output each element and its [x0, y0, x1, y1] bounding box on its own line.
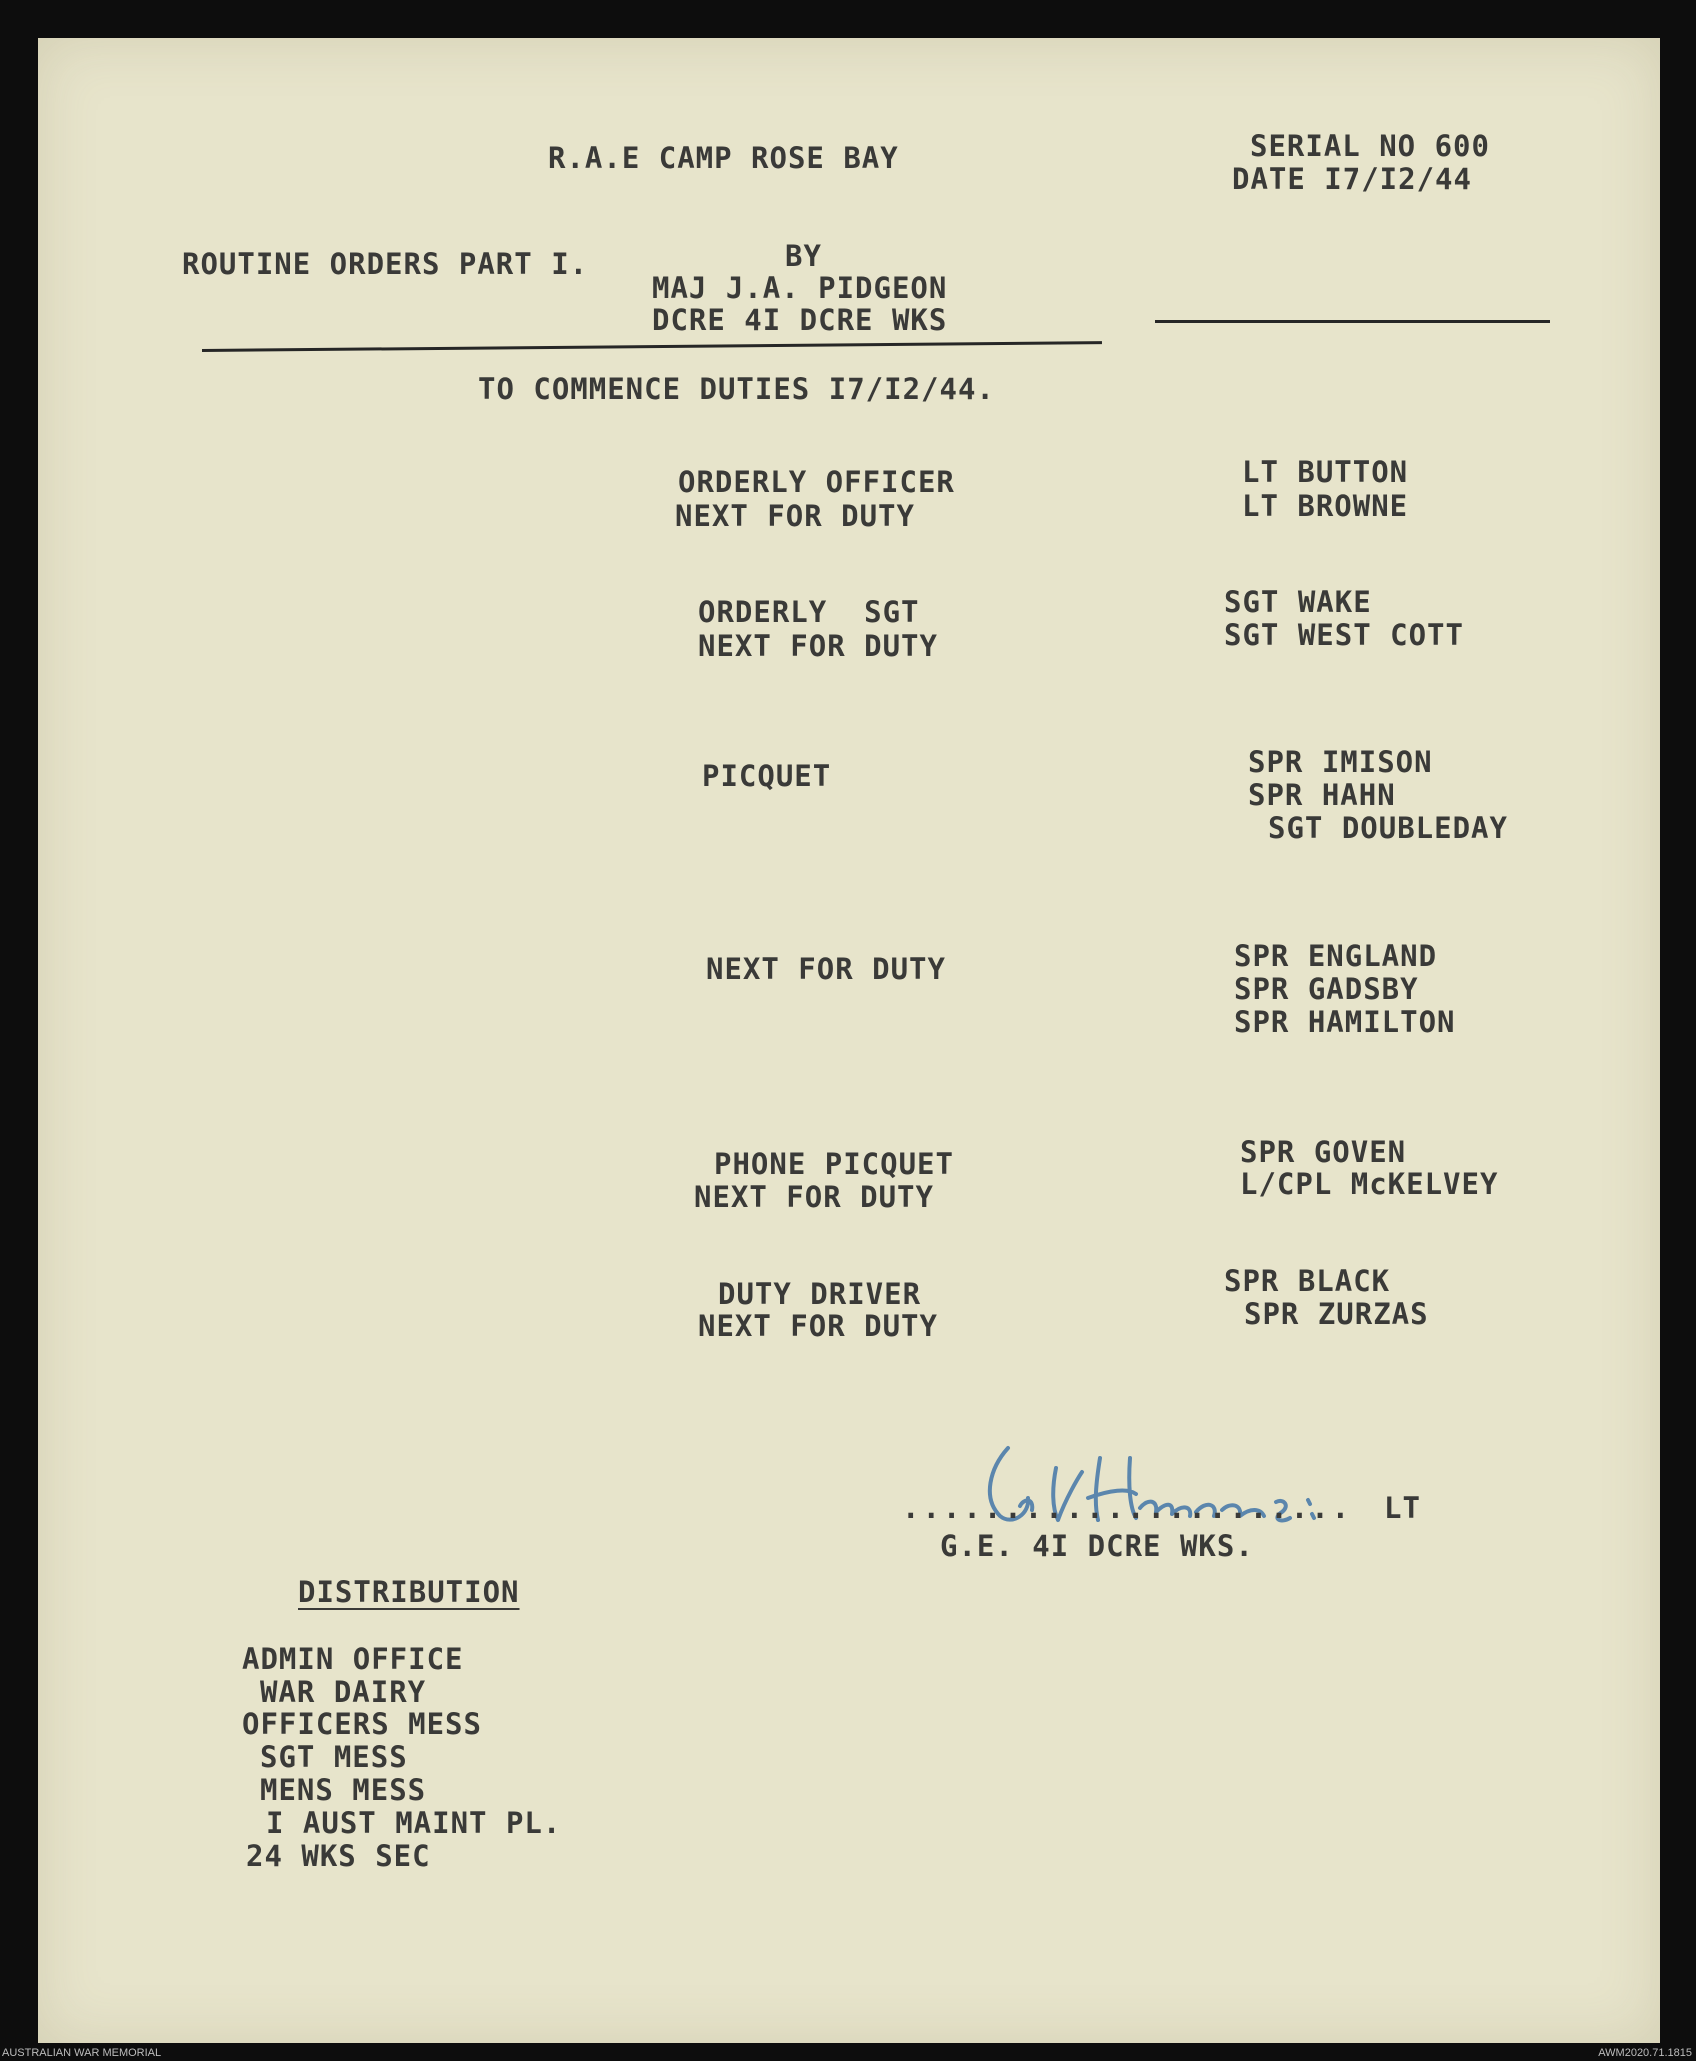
- signature-line: ......................: [902, 1491, 1353, 1525]
- duty-name: SGT WAKE: [1224, 585, 1372, 619]
- distribution-item: OFFICERS MESS: [242, 1707, 482, 1741]
- duty-name: L/CPL McKELVEY: [1240, 1167, 1499, 1201]
- duty-role: NEXT FOR DUTY: [694, 1180, 934, 1214]
- orders-title: ROUTINE ORDERS PART I.: [182, 247, 589, 281]
- distribution-item: ADMIN OFFICE: [242, 1642, 464, 1676]
- signature-unit: G.E. 4I DCRE WKS.: [940, 1529, 1254, 1563]
- duty-role: NEXT FOR DUTY: [698, 629, 938, 663]
- duty-name: SPR HAMILTON: [1234, 1005, 1456, 1039]
- duty-role: NEXT FOR DUTY: [698, 1309, 938, 1343]
- duty-name: SPR ENGLAND: [1234, 939, 1438, 973]
- duty-role: ORDERLY SGT: [698, 595, 920, 629]
- header-rule-right: [1155, 320, 1550, 323]
- distribution-title: DISTRIBUTION: [298, 1575, 520, 1609]
- distribution-item: MENS MESS: [260, 1773, 427, 1807]
- duty-role: NEXT FOR DUTY: [675, 499, 915, 533]
- duty-name: SGT DOUBLEDAY: [1268, 811, 1508, 845]
- archive-credit: AUSTRALIAN WAR MEMORIAL: [2, 2047, 162, 2059]
- camp-heading: R.A.E CAMP ROSE BAY: [548, 141, 899, 175]
- duty-name: SPR ZURZAS: [1244, 1297, 1429, 1331]
- duty-name: LT BROWNE: [1242, 489, 1409, 523]
- duty-role: DUTY DRIVER: [718, 1277, 922, 1311]
- distribution-item: WAR DAIRY: [260, 1675, 427, 1709]
- commence-duties: TO COMMENCE DUTIES I7/I2/44.: [478, 372, 995, 406]
- by-label: BY: [785, 239, 822, 273]
- duty-name: SPR BLACK: [1224, 1264, 1391, 1298]
- distribution-item: 24 WKS SEC: [246, 1839, 431, 1873]
- issuing-unit: DCRE 4I DCRE WKS: [652, 303, 948, 337]
- duty-name: SGT WEST COTT: [1224, 618, 1464, 652]
- duty-name: SPR HAHN: [1248, 778, 1396, 812]
- issuing-officer: MAJ J.A. PIDGEON: [652, 271, 948, 305]
- order-date: DATE I7/I2/44: [1232, 162, 1472, 196]
- duty-name: SPR GOVEN: [1240, 1135, 1407, 1169]
- duty-role: PICQUET: [702, 759, 832, 793]
- duty-name: SPR IMISON: [1248, 745, 1433, 779]
- distribution-item: SGT MESS: [260, 1740, 408, 1774]
- archive-reference: AWM2020.71.1815: [1598, 2047, 1692, 2059]
- duty-name: LT BUTTON: [1242, 455, 1409, 489]
- duty-name: SPR GADSBY: [1234, 972, 1419, 1006]
- duty-role: NEXT FOR DUTY: [706, 952, 946, 986]
- distribution-item: I AUST MAINT PL.: [266, 1806, 562, 1840]
- signature-rank: LT: [1384, 1491, 1421, 1525]
- duty-role: ORDERLY OFFICER: [678, 465, 955, 499]
- duty-role: PHONE PICQUET: [714, 1147, 954, 1181]
- serial-number: SERIAL NO 600: [1250, 129, 1490, 163]
